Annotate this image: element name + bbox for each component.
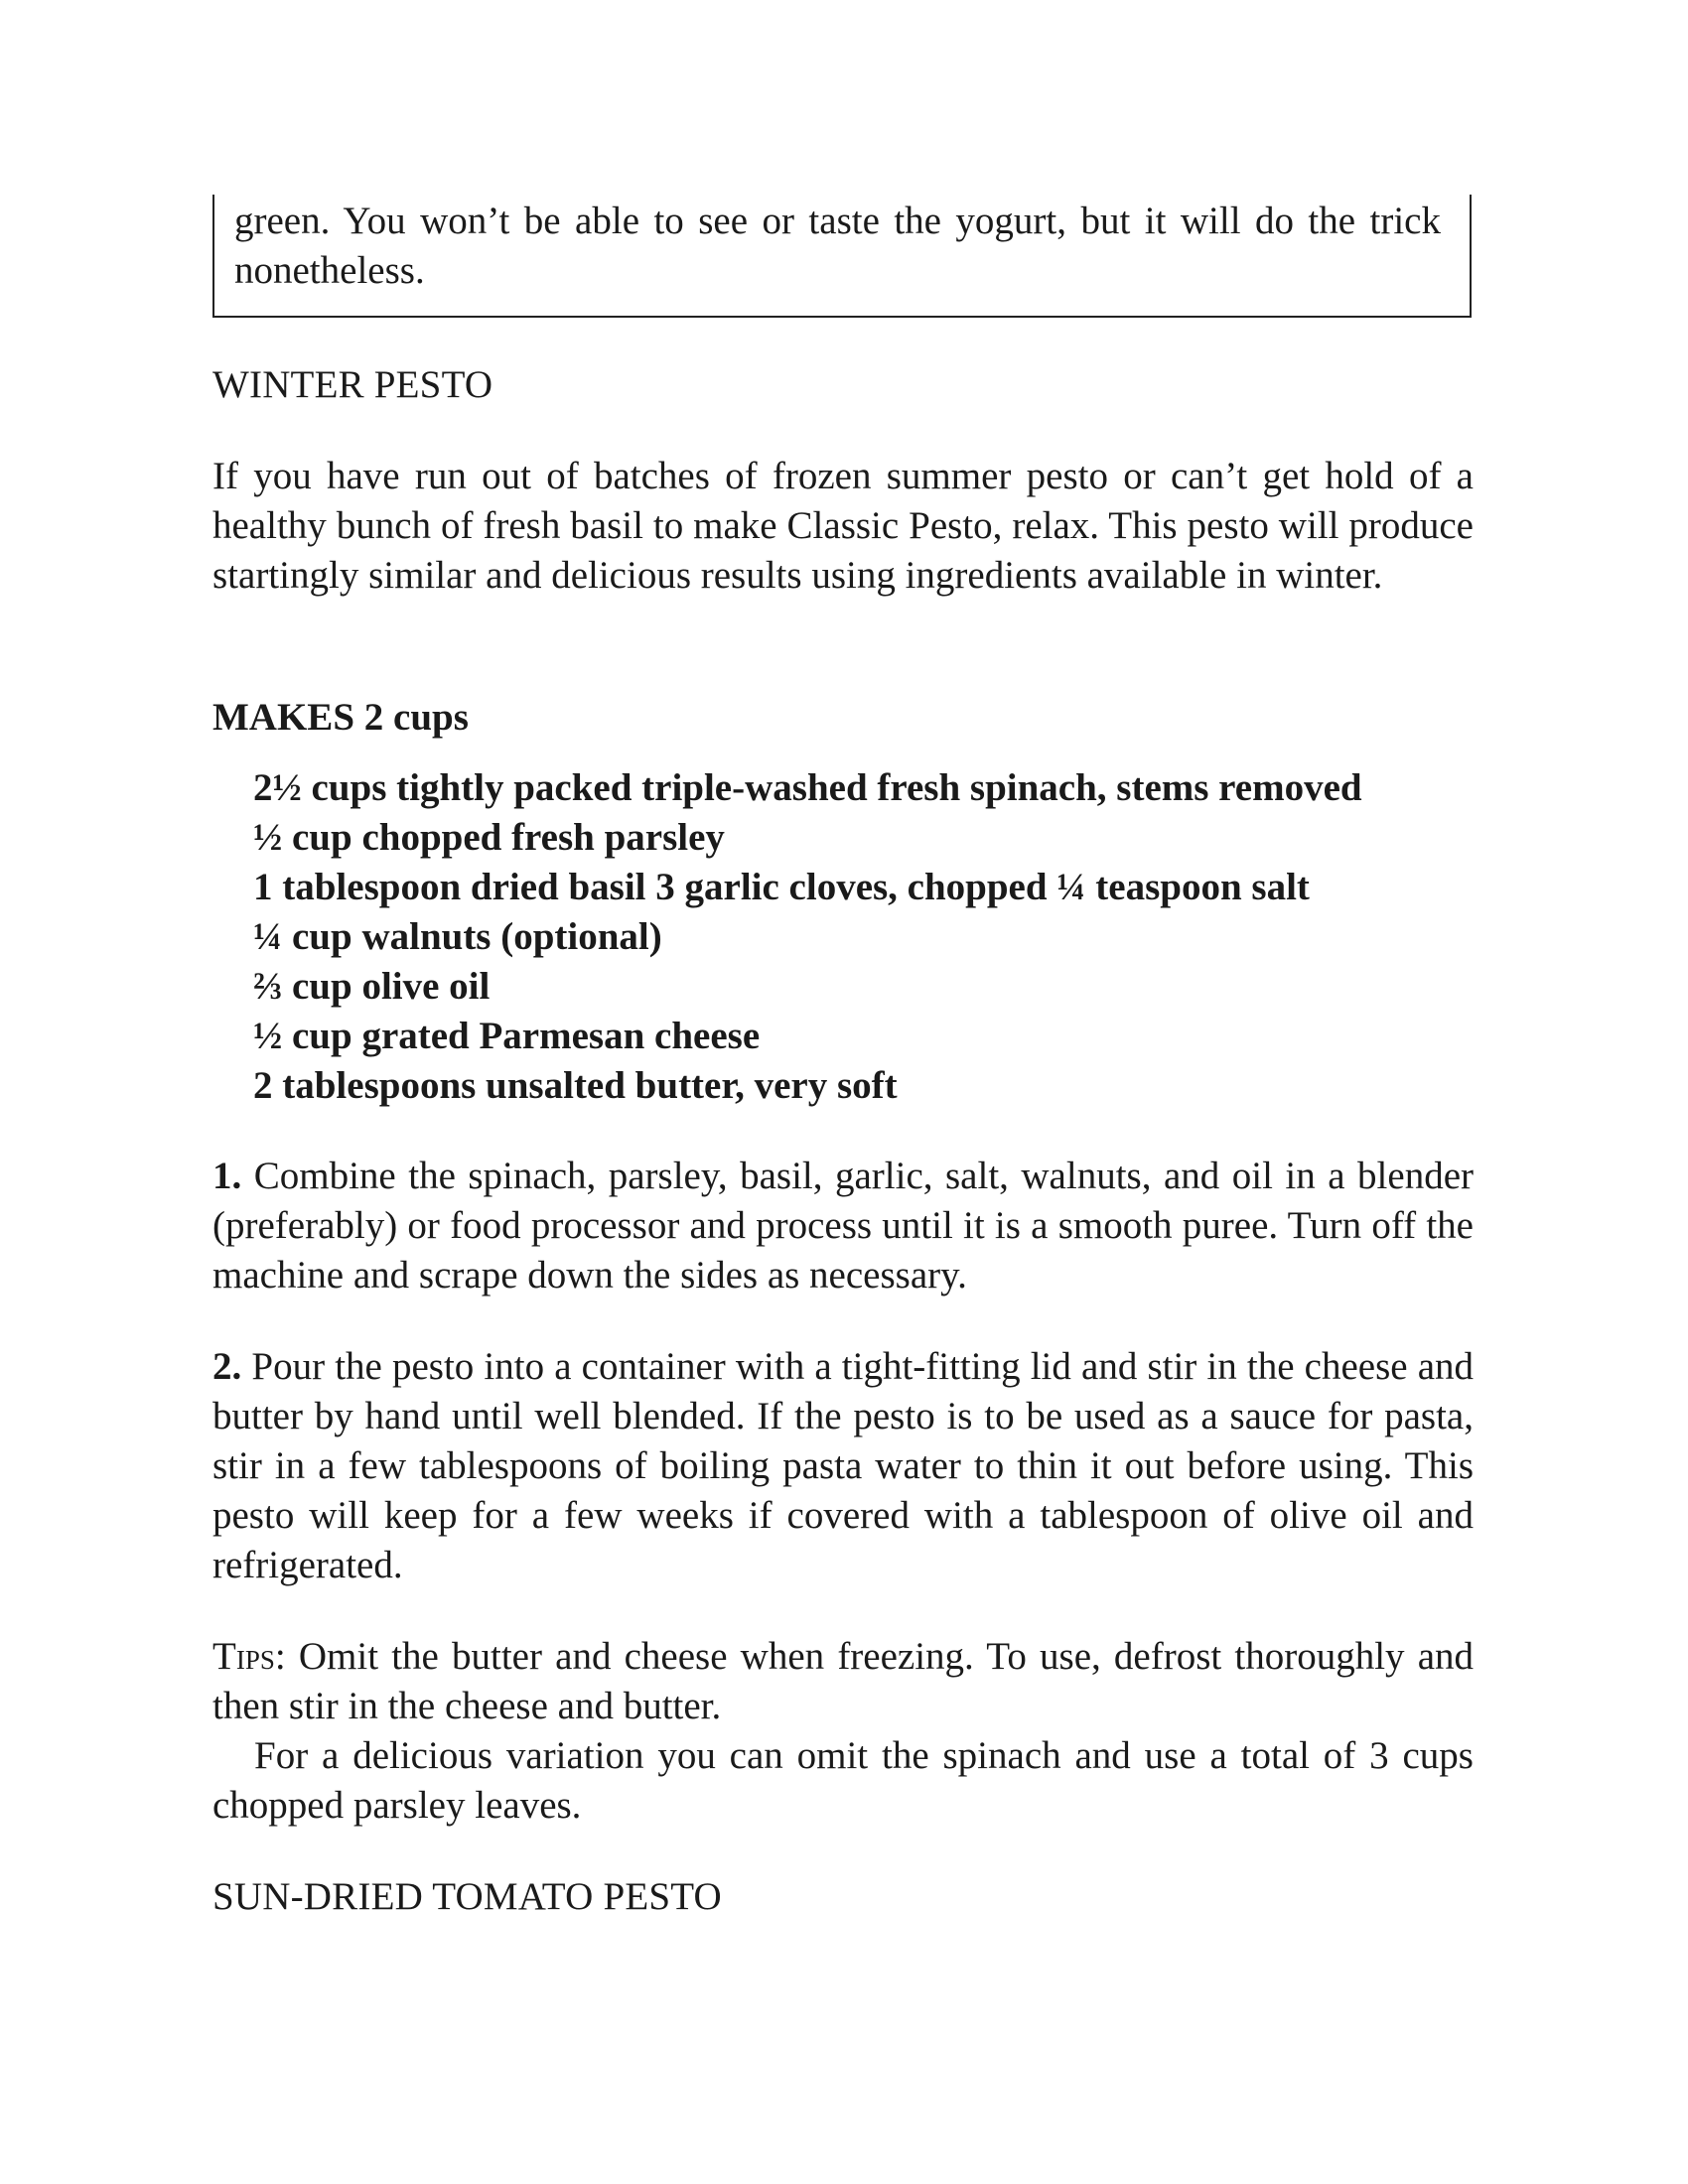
step-1 [212,1152,1474,1300]
variation-note: For a delicious variation you can omit the spinach and use a total of 3 cups chopped parsley leaves. [212,1734,1474,1827]
recipe-title: WINTER PESTO [212,363,493,406]
tips-label: Tips: [212,1635,286,1678]
ingredient-item: ½ cup chopped fresh parsley [253,816,725,859]
ingredient-list [253,763,1475,1111]
step-number: 2. [212,1345,242,1388]
tips [212,1632,1474,1731]
tips-text: Omit the butter and cheese when freezing. To use, defrost thoroughly and then stir in the cheese and butter. [212,1635,1475,1727]
sidebar-box [212,195,1472,318]
next-recipe-title: SUN-DRIED TOMATO PESTO [212,1875,722,1918]
recipe-intro: If you have run out of batches of frozen summer pesto or can’t get hold of a healthy bunch of fresh basil to make Classic Pesto, relax. This pesto will produce startingly similar and delicious results using ingredients available in winter. [212,455,1474,597]
sidebar-continued-text: green. You won’t be able to see or taste the yogurt, but it will do the trick nonetheless. [234,200,1441,292]
ingredient-item: ¼ cup walnuts (optional) [253,915,662,958]
step-text: Combine the spinach, parsley, basil, garlic, salt, walnuts, and oil in a blender (preferably) or food processor and process until it is a smooth puree. Turn off the machine and scrape down the sides as necessary. [212,1155,1474,1297]
ingredient-item: ½ cup grated Parmesan cheese [253,1015,761,1057]
step-2 [212,1342,1474,1590]
ingredient-item: 2 tablespoons unsalted butter, very soft [253,1064,898,1107]
recipe-yield: MAKES 2 cups [212,696,469,739]
step-text: Pour the pesto into a container with a tight-fitting lid and stir in the cheese and butter by hand until well blended. If the pesto is to be used as a sauce for pasta, stir in a few tablespoons of boiling pasta water to thin it out before using. This pesto will keep for a few weeks if covered with a tablespoon of olive oil and refrigerated. [212,1345,1475,1586]
ingredient-item: ⅔ cup olive oil [253,965,491,1008]
ingredient-item: 2½ cups tightly packed triple-washed fresh spinach, stems removed [253,766,1362,809]
ingredient-item: 1 tablespoon dried basil 3 garlic cloves, chopped ¼ teaspoon salt [253,866,1310,908]
step-number: 1. [212,1155,242,1197]
